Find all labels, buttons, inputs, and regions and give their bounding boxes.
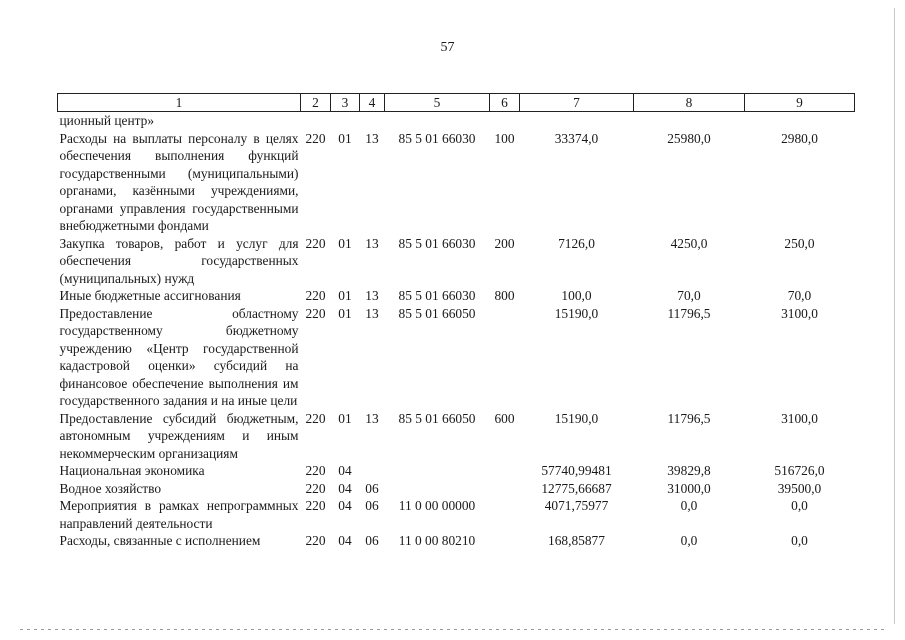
table-row — [58, 532, 855, 550]
cell-col-3: 01 — [338, 130, 352, 146]
cell-col-3: 01 — [338, 410, 352, 426]
cell-col-5: 85 5 01 66050 — [398, 305, 476, 321]
cell-col-2 — [301, 112, 331, 130]
cell-col-9: 0,0 — [791, 498, 808, 513]
cell-col-9 — [745, 112, 855, 130]
table-row — [58, 410, 855, 463]
cell-col-6 — [490, 112, 520, 130]
cell-col-7 — [520, 112, 634, 130]
cell-col-2: 220 — [305, 410, 326, 426]
row-label: Расходы на выплаты персоналу в целях обеспечения выполнения функций государственными (муниципальными) органами, казёнными учреждениями, органами управления государственными внебюджетными фондами — [59, 130, 299, 233]
cell-col-9: 0,0 — [791, 533, 808, 548]
cell-col-5: 11 0 00 80210 — [398, 533, 476, 548]
cell-col-3: 01 — [338, 235, 352, 251]
cell-col-7: 7126,0 — [558, 235, 595, 251]
cell-col-9: 3100,0 — [781, 305, 818, 321]
cell-col-5: 11 0 00 00000 — [398, 498, 476, 513]
cell-col-3 — [331, 112, 360, 130]
cell-col-4: 13 — [365, 288, 379, 303]
cell-col-3: 01 — [338, 288, 352, 303]
cell-col-3: 04 — [338, 463, 352, 478]
cell-col-5: 85 5 01 66030 — [398, 130, 476, 146]
cell-col-6: 600 — [494, 410, 515, 426]
column-header-9: 9 — [745, 94, 855, 112]
cell-col-8: 70,0 — [677, 288, 701, 303]
cell-col-6 — [490, 462, 520, 480]
row-label: Мероприятия в рамках непрограммных направлений деятельности — [59, 498, 299, 531]
cell-col-6: 200 — [494, 235, 515, 251]
cell-col-2: 220 — [305, 463, 326, 478]
row-label: Предоставление областному государственному бюджетному учреждению «Центр государственной кадастровой оценки» субсидий на финансовое обеспечение выполнения им государственного задания и на иные цели — [59, 305, 299, 408]
column-header-3: 3 — [331, 94, 360, 112]
cell-col-7: 12775,66687 — [541, 480, 612, 496]
cell-col-8: 39829,8 — [667, 463, 711, 478]
budget-table — [57, 93, 855, 550]
table-row — [58, 130, 855, 235]
cell-col-3: 04 — [338, 498, 352, 513]
cell-col-6 — [490, 532, 520, 550]
row-label: Иные бюджетные ассигнования — [59, 288, 241, 303]
row-label: Предоставление субсидий бюджетным, автономным учреждениям и иным некоммерческим организациям — [59, 410, 299, 461]
column-header-2: 2 — [301, 94, 331, 112]
page-edge — [894, 8, 895, 624]
cell-col-7: 33374,0 — [554, 130, 599, 146]
cell-col-4: 13 — [365, 235, 379, 251]
cell-col-3: 01 — [338, 305, 352, 321]
cell-col-5 — [385, 480, 490, 498]
cell-col-4: 13 — [365, 410, 379, 426]
cell-col-2: 220 — [305, 305, 326, 321]
column-header-4: 4 — [360, 94, 385, 112]
cell-col-6: 100 — [494, 130, 515, 146]
cell-col-8: 4250,0 — [670, 235, 708, 251]
cell-col-8 — [634, 112, 745, 130]
table-row — [58, 480, 855, 498]
cell-col-8: 0,0 — [680, 533, 698, 548]
row-label: Водное хозяйство — [59, 480, 162, 496]
cell-col-6 — [490, 497, 520, 532]
cell-col-5 — [385, 112, 490, 130]
page-number: 57 — [440, 40, 455, 55]
cell-col-8: 11796,5 — [667, 305, 711, 321]
table-row — [58, 235, 855, 288]
cell-col-2: 220 — [305, 235, 326, 251]
table-row — [58, 462, 855, 480]
cell-col-4: 06 — [365, 498, 379, 513]
table-header-row — [58, 94, 855, 112]
cell-col-9: 3100,0 — [781, 410, 818, 426]
cell-col-5: 85 5 01 66030 — [398, 235, 476, 251]
cell-col-8: 25980,0 — [667, 130, 711, 146]
cell-col-4: 06 — [365, 533, 379, 548]
cell-col-9: 516726,0 — [774, 463, 825, 478]
column-header-6: 6 — [490, 94, 520, 112]
cell-col-5 — [385, 462, 490, 480]
cell-col-9: 70,0 — [787, 288, 812, 303]
cell-col-6 — [490, 480, 520, 498]
table-body — [58, 112, 855, 550]
cell-col-2: 220 — [305, 288, 326, 303]
cell-col-4: 13 — [365, 130, 379, 146]
cell-col-7: 4071,75977 — [544, 498, 609, 513]
scan-edge-noise — [20, 629, 885, 630]
row-label: ционный центр» — [59, 113, 155, 128]
table-row — [58, 112, 855, 130]
cell-col-8: 0,0 — [680, 498, 698, 513]
cell-col-6: 800 — [494, 288, 515, 303]
cell-col-4 — [360, 462, 385, 480]
cell-col-9: 2980,0 — [781, 130, 818, 146]
cell-col-7: 168,85877 — [548, 533, 605, 548]
cell-col-4: 13 — [365, 305, 379, 321]
cell-col-6 — [490, 305, 520, 410]
cell-col-2: 220 — [305, 480, 326, 496]
cell-col-9: 39500,0 — [777, 480, 822, 496]
cell-col-7: 15190,0 — [554, 410, 599, 426]
row-label: Национальная экономика — [59, 463, 205, 478]
table-row — [58, 305, 855, 410]
cell-col-2: 220 — [305, 498, 326, 513]
column-header-1: 1 — [58, 94, 301, 112]
cell-col-3: 04 — [338, 533, 352, 548]
row-label: Расходы, связанные с исполнением — [59, 533, 261, 548]
cell-col-8: 31000,0 — [667, 480, 711, 496]
cell-col-2: 220 — [305, 130, 326, 146]
cell-col-5: 85 5 01 66030 — [398, 288, 476, 303]
cell-col-2: 220 — [305, 533, 326, 548]
cell-col-5: 85 5 01 66050 — [398, 410, 476, 426]
cell-col-7: 57740,99481 — [541, 463, 612, 478]
column-header-7: 7 — [520, 94, 634, 112]
table-row — [58, 497, 855, 532]
row-label: Закупка товаров, работ и услуг для обеспечения государственных (муниципальных) нужд — [59, 235, 299, 286]
column-header-5: 5 — [385, 94, 490, 112]
cell-col-8: 11796,5 — [667, 410, 711, 426]
column-header-8: 8 — [634, 94, 745, 112]
cell-col-7: 100,0 — [561, 288, 592, 303]
cell-col-7: 15190,0 — [554, 305, 599, 321]
cell-col-4 — [360, 112, 385, 130]
cell-col-4: 06 — [365, 480, 379, 496]
table-row — [58, 287, 855, 305]
cell-col-9: 250,0 — [784, 235, 815, 251]
cell-col-3: 04 — [338, 480, 352, 496]
